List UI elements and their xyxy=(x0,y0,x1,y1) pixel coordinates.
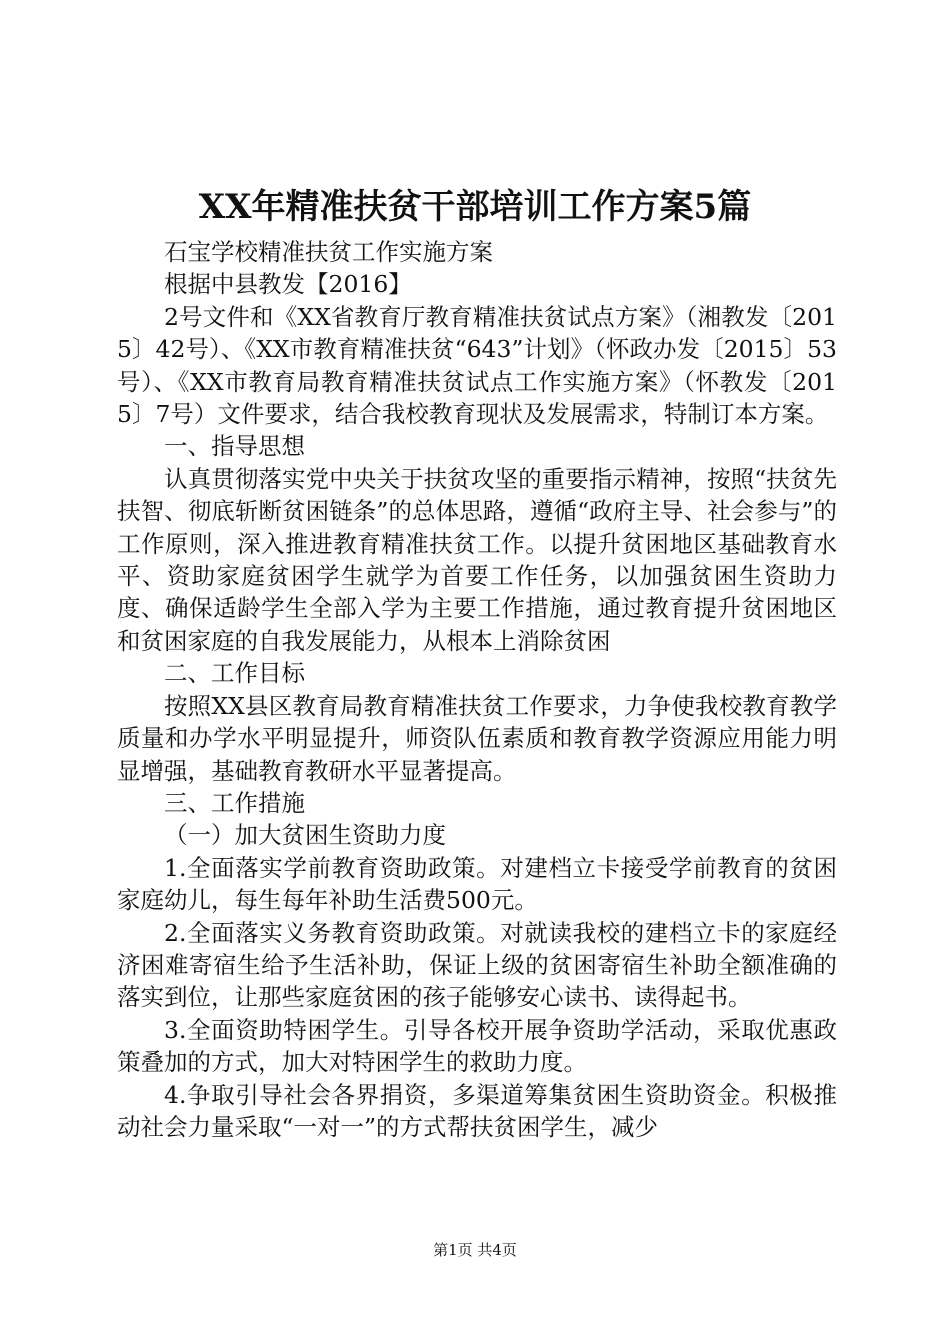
section-heading: 三、工作措施 xyxy=(164,788,305,817)
paragraph: 2.全面落实义务教育资助政策。对就读我校的建档立卡的家庭经济困难寄宿生给予生活补助，保证上级的贫困寄宿生补助全额准确的落实到位，让那些家庭贫困的孩子能够安心读书、读得起书。 xyxy=(117,918,837,1012)
paragraph: 4.争取引导社会各界捐资，多渠道筹集贫困生资助资金。积极推动社会力量采取“一对一”的方式帮扶贫困学生，减少 xyxy=(117,1080,837,1141)
paragraph: 石宝学校精准扶贫工作实施方案 xyxy=(164,238,493,266)
paragraph: 2号文件和《XX省教育厅教育精准扶贫试点方案》（湘教发〔2015〕42号）、《XX市教育精准扶贫“643”计划》（怀政办发〔2015〕53号）、《XX市教育局教育精准扶贫试点工作实施方案》（怀教发〔2015〕7号）文件要求，结合我校教育现状及发展需求，特制订本方案。 xyxy=(117,302,837,429)
document-title: XX年精准扶贫干部培训工作方案5篇 xyxy=(198,187,752,227)
page-number-footer: 第1页 共4页 xyxy=(433,1241,517,1259)
paragraph: 3.全面资助特困学生。引导各校开展争资助学活动，采取优惠政策叠加的方式，加大对特困学生的救助力度。 xyxy=(117,1015,837,1077)
subsection-heading: （一）加大贫困生资助力度 xyxy=(164,821,446,850)
document-body xyxy=(117,236,837,1143)
section-heading: 二、工作目标 xyxy=(164,659,305,688)
paragraph: 认真贯彻落实党中央关于扶贫攻坚的重要指示精神，按照“扶贫先扶智、彻底斩断贫困链条”的总体思路，遵循“政府主导、社会参与”的工作原则，深入推进教育精准扶贫工作。以提升贫困地区基础教育水平、资助家庭贫困学生就学为首要工作任务，以加强贫困生资助力度、确保适龄学生全部入学为主要工作措施，通过教育提升贫困地区和贫困家庭的自我发展能力，从根本上消除贫困 xyxy=(117,464,837,655)
paragraph: 根据中县教发【2016】 xyxy=(164,270,412,299)
paragraph: 按照XX县区教育局教育精准扶贫工作要求，力争使我校教育教学质量和办学水平明显提升，师资队伍素质和教育教学资源应用能力明显增强，基础教育教研水平显著提高。 xyxy=(117,691,837,785)
paragraph: 1.全面落实学前教育资助政策。对建档立卡接受学前教育的贫困家庭幼儿，每生每年补助生活费500元。 xyxy=(117,853,837,915)
section-heading: 一、指导思想 xyxy=(164,432,305,461)
